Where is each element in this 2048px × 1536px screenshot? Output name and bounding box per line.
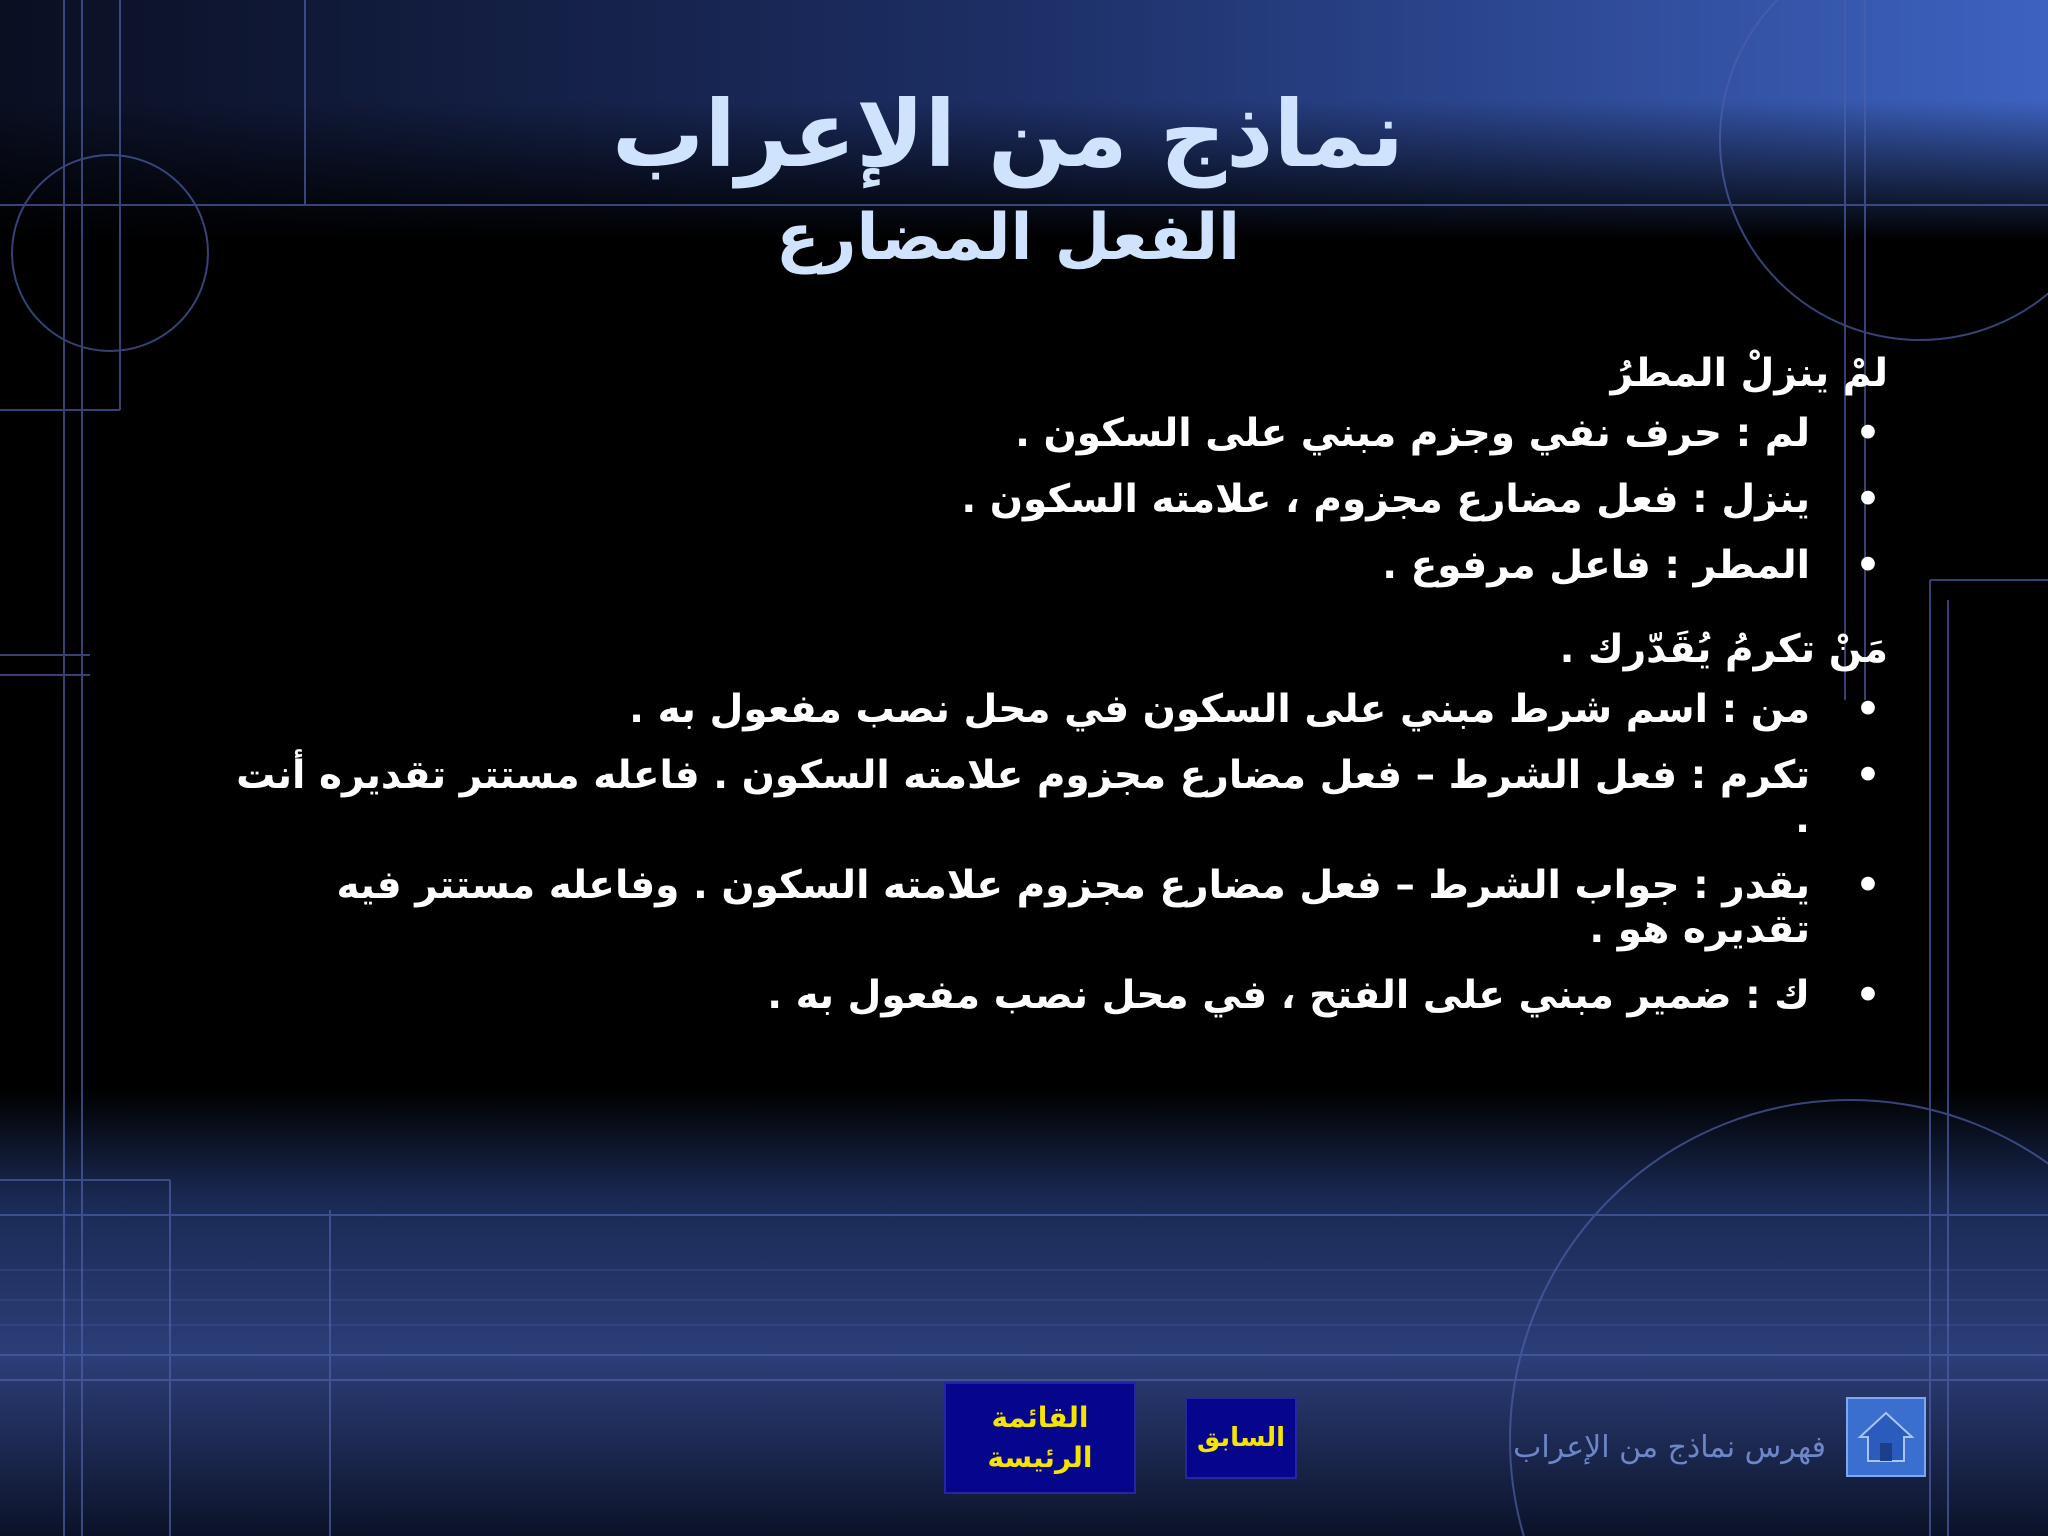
analysis-item [228,688,1888,732]
analysis-item [228,544,1888,588]
analysis-text: المطر : فاعل مرفوع . [1382,543,1810,588]
main-menu-button[interactable] [944,1382,1136,1494]
bullet-icon: • [1855,973,1881,1018]
example-sentence-1: لمْ ينزلْ المطرُ [1610,351,1888,396]
content-area [228,352,1888,1040]
analysis-text: يقدر : جواب الشرط – فعل مضارع مجزوم علامته السكون . وفاعله مستتر فيه تقديره هو . [336,863,1810,952]
analysis-text: لم : حرف نفي وجزم مبني على السكون . [1015,411,1810,456]
home-icon [1848,1399,1924,1475]
analysis-text: من : اسم شرط مبني على السكون في محل نصب مفعول به . [629,687,1810,732]
analysis-item [228,412,1888,456]
analysis-text: تكرم : فعل الشرط – فعل مضارع مجزوم علامته السكون . فاعله مستتر تقديره أنت . [236,753,1810,842]
slide-subtitle: الفعل المضارع [775,201,1241,275]
analysis-item [228,974,1888,1018]
bullet-icon: • [1855,753,1881,798]
bullet-icon: • [1855,687,1881,732]
analysis-item [228,754,1888,842]
main-menu-label-line-1: القائمة [991,1401,1089,1434]
example-2-analysis [228,688,1888,1018]
bullet-icon: • [1855,543,1881,588]
main-menu-label-line-2: الرئيسة [987,1441,1093,1474]
example-1-analysis [228,412,1888,588]
bullet-icon: • [1855,863,1881,908]
bullet-icon: • [1855,411,1881,456]
slide-title: نماذج من الإعراب [611,81,1405,188]
home-button[interactable] [1846,1397,1926,1477]
analysis-item [228,478,1888,522]
previous-button[interactable]: السابق [1185,1397,1297,1479]
bullet-icon: • [1855,477,1881,522]
analysis-text: ينزل : فعل مضارع مجزوم ، علامته السكون . [961,477,1810,522]
analysis-text: ك : ضمير مبني على الفتح ، في محل نصب مفعول به . [767,973,1810,1018]
example-sentence-2: مَنْ تكرمُ يُقَدّرك . [1559,627,1888,672]
analysis-item [228,864,1888,952]
index-link[interactable]: فهرس نماذج من الإعراب [1513,1430,1826,1465]
